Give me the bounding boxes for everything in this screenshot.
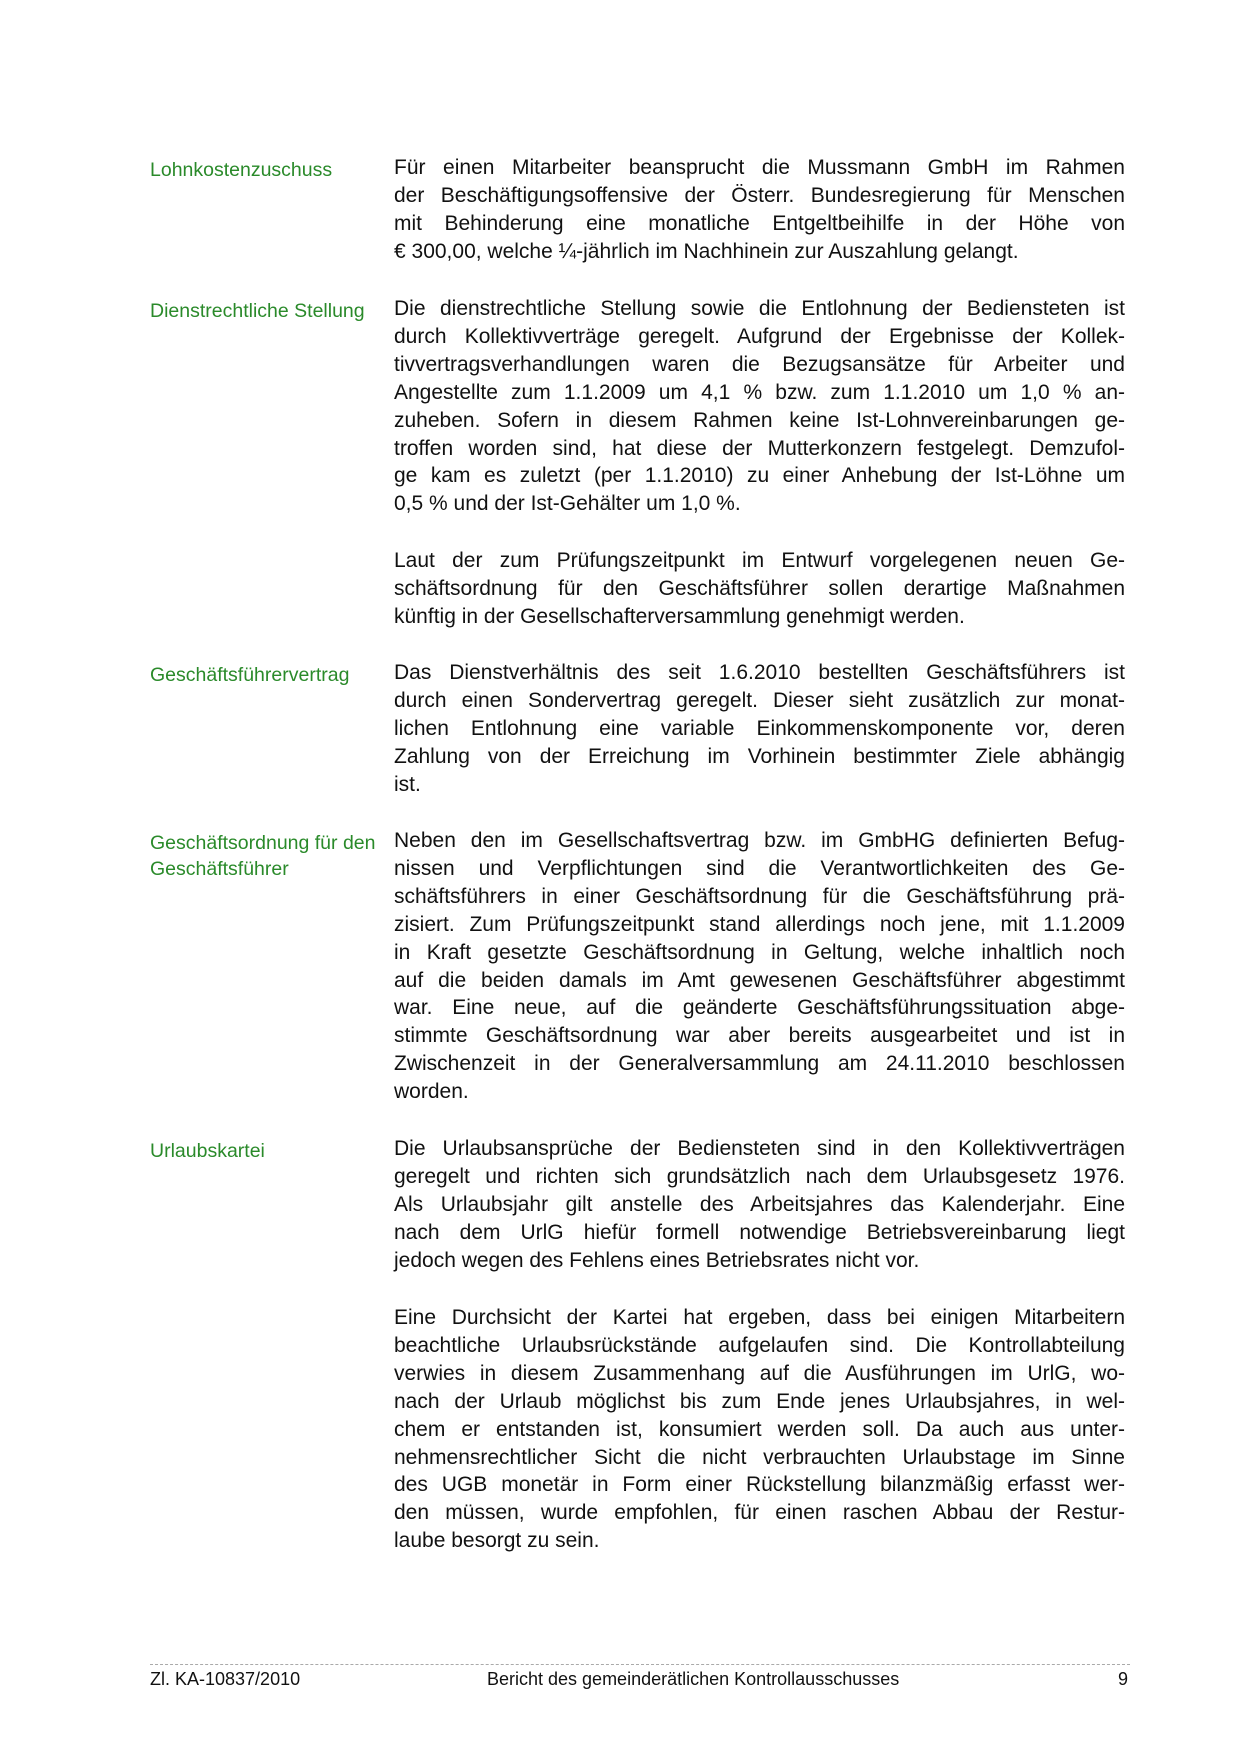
paragraph-line: laube besorgt zu sein. — [394, 1529, 600, 1553]
paragraph-line: jedoch wegen des Fehlens eines Betriebsrates nicht vor. — [394, 1248, 920, 1272]
paragraph-line: nach dem UrlG hiefür formell notwendige Betriebsvereinbarung liegt — [394, 1220, 1125, 1244]
footer-divider — [150, 1664, 1130, 1665]
section-label: Geschäftsordnung für den Geschäftsführer — [150, 832, 376, 880]
paragraph-line: durch einen Sondervertrag geregelt. Dieser sieht zusätzlich zur monat- — [394, 688, 1125, 712]
paragraph-line: nissen und Verpflichtungen sind die Verantwortlichkeiten des Ge- — [394, 856, 1125, 880]
paragraph-line: chem er entstanden ist, konsumiert werden soll. Da auch aus unter- — [394, 1417, 1125, 1441]
section-label: Lohnkostenzuschuss — [150, 159, 333, 181]
paragraph-line: in Kraft gesetzte Geschäftsordnung in Geltung, welche inhaltlich noch — [394, 940, 1125, 964]
paragraph-line: schäftsführers in einer Geschäftsordnung für die Geschäftsführung prä- — [394, 884, 1125, 908]
section-label: Urlaubskartei — [150, 1140, 265, 1162]
paragraph-line: Zwischenzeit in der Generalversammlung am 24.11.2010 beschlossen — [394, 1052, 1125, 1076]
paragraph-line: zisiert. Zum Prüfungszeitpunkt stand allerdings noch jene, mit 1.1.2009 — [394, 912, 1125, 936]
paragraph-line: auf die beiden damals im Amt gewesenen Geschäftsführer abgestimmt — [394, 968, 1125, 992]
paragraph-line: Die dienstrechtliche Stellung sowie die Entlohnung der Bediensteten ist — [394, 297, 1125, 320]
paragraph-line: schäftsordnung für den Geschäftsführer sollen derartige Maßnahmen — [394, 576, 1125, 600]
paragraph-line: des UGB monetär in Form einer Rückstellung bilanzmäßig erfasst wer- — [394, 1473, 1125, 1497]
paragraph-line: 0,5 % und der Ist-Gehälter um 1,0 %. — [394, 492, 741, 516]
paragraph-line: war. Eine neue, auf die geänderte Geschäftsführungssituation abge- — [394, 996, 1125, 1020]
paragraph-line: worden. — [394, 1080, 469, 1104]
paragraph-line: Die Urlaubsansprüche der Bediensteten sind in den Kollektivverträgen — [394, 1137, 1125, 1160]
footer-page-number: 9 — [1118, 1669, 1129, 1689]
paragraph-line: Laut der zum Prüfungszeitpunkt im Entwurf vorgelegenen neuen Ge- — [394, 549, 1125, 572]
paragraph-line: künftig in der Gesellschafterversammlung genehmigt werden. — [394, 604, 965, 628]
paragraph-line: den müssen, wurde empfohlen, für einen raschen Abbau der Restur- — [394, 1501, 1125, 1525]
paragraph-line: verwies in diesem Zusammenhang auf die Ausführungen im UrlG, wo- — [394, 1361, 1125, 1385]
paragraph-line: Eine Durchsicht der Kartei hat ergeben, dass bei einigen Mitarbeitern — [394, 1306, 1125, 1329]
paragraph-line: mit Behinderung eine monatliche Entgeltbeihilfe in der Höhe von — [394, 211, 1125, 235]
paragraph-line: Für einen Mitarbeiter beansprucht die Mussmann GmbH im Rahmen — [394, 156, 1125, 179]
paragraph-line: Zahlung von der Erreichung im Vorhinein bestimmter Ziele abhängig — [394, 744, 1125, 768]
paragraph-line: Angestellte zum 1.1.2009 um 4,1 % bzw. zum 1.1.2010 um 1,0 % an- — [394, 380, 1125, 404]
paragraph-line: Das Dienstverhältnis des seit 1.6.2010 bestellten Geschäftsführers ist — [394, 661, 1125, 684]
section-label: Dienstrechtliche Stellung — [150, 300, 365, 322]
paragraph-line: ist. — [394, 772, 421, 796]
paragraph-line: ge kam es zuletzt (per 1.1.2010) zu einer Anhebung der Ist-Löhne um — [394, 464, 1125, 488]
paragraph-line: der Beschäftigungsoffensive der Österr. Bundesregierung für Menschen — [394, 183, 1125, 207]
paragraph-line: troffen worden sind, hat diese der Mutterkonzern festgelegt. Demzufol- — [394, 436, 1125, 460]
paragraph-line: Neben den im Gesellschaftsvertrag bzw. im GmbHG definierten Befug- — [394, 829, 1125, 852]
section-paragraph — [394, 154, 1125, 266]
paragraph-line: lichen Entlohnung eine variable Einkommenskomponente vor, deren — [394, 716, 1125, 740]
paragraph-line: tivvertragsverhandlungen waren die Bezugsansätze für Arbeiter und — [394, 352, 1125, 376]
paragraph-line: Als Urlaubsjahr gilt anstelle des Arbeitsjahres das Kalenderjahr. Eine — [394, 1192, 1125, 1216]
section-paragraph — [394, 659, 1125, 799]
paragraph-line: durch Kollektivverträge geregelt. Aufgrund der Ergebnisse der Kollek- — [394, 324, 1125, 348]
paragraph-line: nach der Urlaub möglichst bis zum Ende jenes Urlaubsjahres, in wel- — [394, 1389, 1125, 1413]
footer-reference: Zl. KA-10837/2010 — [150, 1669, 301, 1689]
paragraph-line: beachtliche Urlaubsrückstände aufgelaufen sind. Die Kontrollabteilung — [394, 1333, 1125, 1357]
paragraph-line: geregelt und richten sich grundsätzlich nach dem Urlaubsgesetz 1976. — [394, 1164, 1125, 1188]
section-paragraph — [394, 827, 1125, 1106]
section-paragraph — [394, 1135, 1125, 1275]
footer-title: Bericht des gemeinderätlichen Kontrollausschusses — [487, 1669, 900, 1689]
section-paragraph — [394, 547, 1125, 631]
paragraph-line: zuheben. Sofern in diesem Rahmen keine Ist-Lohnvereinbarungen ge- — [394, 408, 1125, 432]
paragraph-line: € 300,00, welche ¼-jährlich im Nachhinein zur Auszahlung gelangt. — [394, 239, 1019, 263]
paragraph-line: stimmte Geschäftsordnung war aber bereits ausgearbeitet und ist in — [394, 1024, 1125, 1048]
section-label: Geschäftsführervertrag — [150, 664, 350, 686]
paragraph-line: nehmensrechtlicher Sicht die nicht verbrauchten Urlaubstage im Sinne — [394, 1445, 1125, 1469]
section-paragraph — [394, 295, 1125, 518]
section-paragraph — [394, 1304, 1125, 1555]
